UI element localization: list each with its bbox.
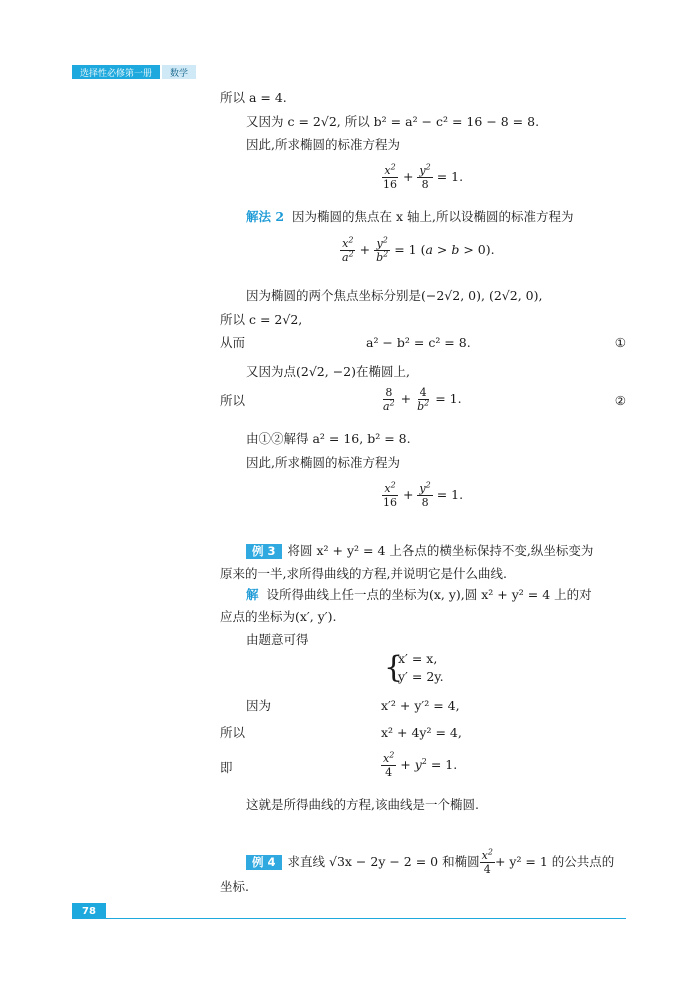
solution-2-line <box>246 209 574 225</box>
example-3-line <box>246 543 593 559</box>
text-line: 又因为 c = 2√2, 所以 b² = a² − c² = 16 − 8 = 8. <box>246 114 540 129</box>
text-line: 坐标. <box>220 879 249 894</box>
example-3-text: 将圆 x² + y² = 4 上各点的横坐标保持不变,纵坐标变为 <box>287 543 594 558</box>
text-line: 因为椭圆的两个焦点坐标分别是(−2√2, 0), (2√2, 0), <box>246 288 543 303</box>
example-4-tag: 例 4 <box>246 855 282 870</box>
text-line: 由题意可得 <box>246 632 309 647</box>
equation-system <box>384 650 444 686</box>
example-4-text-b: + y² = 1 的公共点的 <box>494 854 615 869</box>
formula-ellipse-2: $\frac{x^2}{16}$ + $\frac{y^2}{8}$ = 1. <box>383 480 464 509</box>
formula-ellipse-1: $\frac{x^2}{16}$ + $\frac{y^2}{8}$ = 1. <box>383 162 464 191</box>
text-line: 因此,所求椭圆的标准方程为 <box>246 455 400 470</box>
text-line: 所以 <box>220 393 246 408</box>
footer-divider <box>106 918 626 919</box>
solution-text: 设所得曲线上任一点的坐标为(x, y),圆 x² + y² = 4 上的对 <box>266 587 592 602</box>
text-line: 由①②解得 a² = 16, b² = 8. <box>246 431 411 446</box>
text-line: 原来的一半,求所得曲线的方程,并说明它是什么曲线. <box>220 566 507 581</box>
equation-label-1: ① <box>614 335 626 350</box>
text-line: 从而 <box>220 335 246 350</box>
equation-label-2: ② <box>614 393 626 408</box>
brace-icon: { <box>384 650 404 685</box>
page-number: 78 <box>72 903 106 919</box>
running-header <box>72 65 196 79</box>
text-line: 应点的坐标为(x′, y′). <box>220 609 337 624</box>
example-4-line <box>246 849 614 876</box>
solution-tag: 解 <box>246 587 259 602</box>
text-line: 即 <box>220 760 233 775</box>
text-line: 所以 <box>220 725 246 740</box>
equation-1: a² − b² = c² = 8. <box>366 335 471 350</box>
system-eq-2: y′ = 2y. <box>398 669 444 684</box>
text-line: 因为 <box>246 698 272 713</box>
example-4-fraction: $\frac{x^2}{4}$ <box>481 847 493 876</box>
text-line: 因此,所求椭圆的标准方程为 <box>246 137 400 152</box>
system-eq-1: x′ = x, <box>398 651 438 666</box>
equation-because: x′² + y′² = 4, <box>381 698 460 713</box>
equation-2: $\frac{8}{a^2}$ + $\frac{4}{b^2}$ = 1. <box>383 386 462 413</box>
solution-2-text: 因为椭圆的焦点在 x 轴上,所以设椭圆的标准方程为 <box>292 209 574 224</box>
solution-line <box>246 587 592 603</box>
text-line: 又因为点(2√2, −2)在椭圆上, <box>246 364 410 379</box>
example-3-tag: 例 3 <box>246 544 282 559</box>
text-line: 所以 c = 2√2, <box>220 312 303 327</box>
text-line: 这就是所得曲线的方程,该曲线是一个椭圆. <box>246 797 479 812</box>
solution-2-tag: 解法 2 <box>246 209 285 224</box>
subject-label: 数学 <box>162 65 196 79</box>
formula-ellipse-general: $\frac{x^2}{a^2}$ + $\frac{y^2}{b^2}$ = 1 (a > b > 0). <box>342 235 495 264</box>
book-title: 选择性必修第一册 <box>72 65 160 79</box>
example-4-text-a: 求直线 √3x − 2y − 2 = 0 和椭圆 <box>287 854 480 869</box>
equation-so: x² + 4y² = 4, <box>381 725 462 740</box>
text-line: 所以 a = 4. <box>220 90 287 105</box>
equation-result: $\frac{x^2}{4}$ + $y^2 = 1$. <box>383 750 458 779</box>
